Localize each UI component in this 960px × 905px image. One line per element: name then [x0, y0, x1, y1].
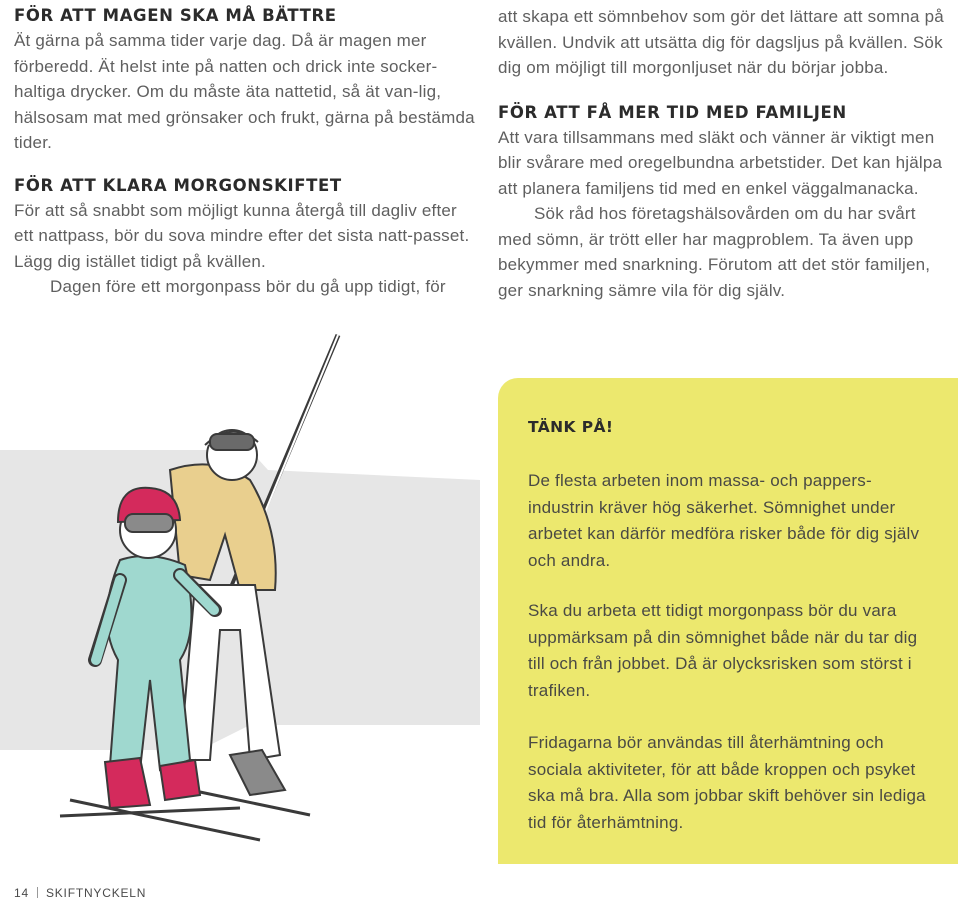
- text-family: Att vara tillsammans med släkt och vänner är viktigt men blir svårare med oregelbundna arbetstider. Det kan hjälpa att planera familjens tid med en enkel väggalmanacka.: [498, 127, 943, 198]
- ski-lift-illustration: [0, 330, 490, 870]
- child-goggles: [125, 514, 173, 532]
- footer-divider: [37, 887, 38, 898]
- ski-2: [60, 808, 240, 816]
- tip-title: TÄNK PÅ!: [528, 418, 614, 436]
- heading-family: FÖR ATT FÅ MER TID MED FAMILJEN: [498, 102, 847, 122]
- adult-goggles: [210, 434, 254, 450]
- ski-1: [70, 800, 260, 840]
- tip-paragraph-3: Fridagarna bör användas till återhämtning och sociala aktiviteter, för att både kroppen och psyket ska må bra. Alla som jobbar skift behöver sin lediga tid för återhämtning.: [528, 733, 926, 832]
- tip-paragraph-1: De flesta arbeten inom massa- och pappers-industrin kräver hög säkerhet. Sömnighet under arbetet kan därför medföra risker både för dig själv och andra.: [528, 471, 920, 570]
- child-boot-left: [105, 758, 150, 808]
- child-boot-right: [160, 760, 200, 800]
- tip-box: [498, 378, 958, 864]
- text-morning-shift: För att så snabbt som möjligt kunna återgå till dagliv efter ett nattpass, bör du sova mindre efter det sista natt-passet. Lägg dig istället tidigt på kvällen.: [14, 200, 470, 271]
- left-column: [14, 4, 476, 300]
- tip-paragraph-2: Ska du arbeta ett tidigt morgonpass bör du vara uppmärksam på din sömnighet både när du tar dig till och från jobbet. Då är olycksrisken som störst i trafiken.: [528, 601, 918, 700]
- page-footer: [14, 886, 146, 900]
- heading-stomach: FÖR ATT MAGEN SKA MÅ BÄTTRE: [14, 6, 337, 25]
- text-family-2: Sök råd hos företagshälsovården om du har svårt med sömn, är trött eller har magproblem. Ta även upp bekymmer med snarkning. Förutom att det stör familjen, ger snarkning sämre vila för dig själv.: [498, 204, 931, 300]
- text-morning-shift-2: Dagen före ett morgonpass bör du gå upp tidigt, för: [50, 277, 446, 296]
- heading-morning-shift: FÖR ATT KLARA MORGONSKIFTET: [14, 175, 342, 195]
- text-continued: att skapa ett sömnbehov som gör det lättare att somna på kvällen. Undvik att utsätta dig för dagsljus på kvällen. Sök dig om möjligt till morgonljuset när du börjar jobba.: [498, 7, 944, 77]
- text-stomach: Ät gärna på samma tider varje dag. Då är magen mer förberedd. Ät helst inte på natten och drick inte socker-haltiga drycker. Om du måste äta nattetid, så ät van-lig, hälsosam mat med grönsaker och frukt, gärna på bestämda tider.: [14, 31, 475, 152]
- publication-name: SKIFTNYCKELN: [45, 886, 147, 900]
- ski-3: [200, 792, 310, 815]
- right-column: [498, 4, 948, 303]
- adult-boot: [230, 750, 285, 795]
- page-number: 14: [14, 886, 29, 900]
